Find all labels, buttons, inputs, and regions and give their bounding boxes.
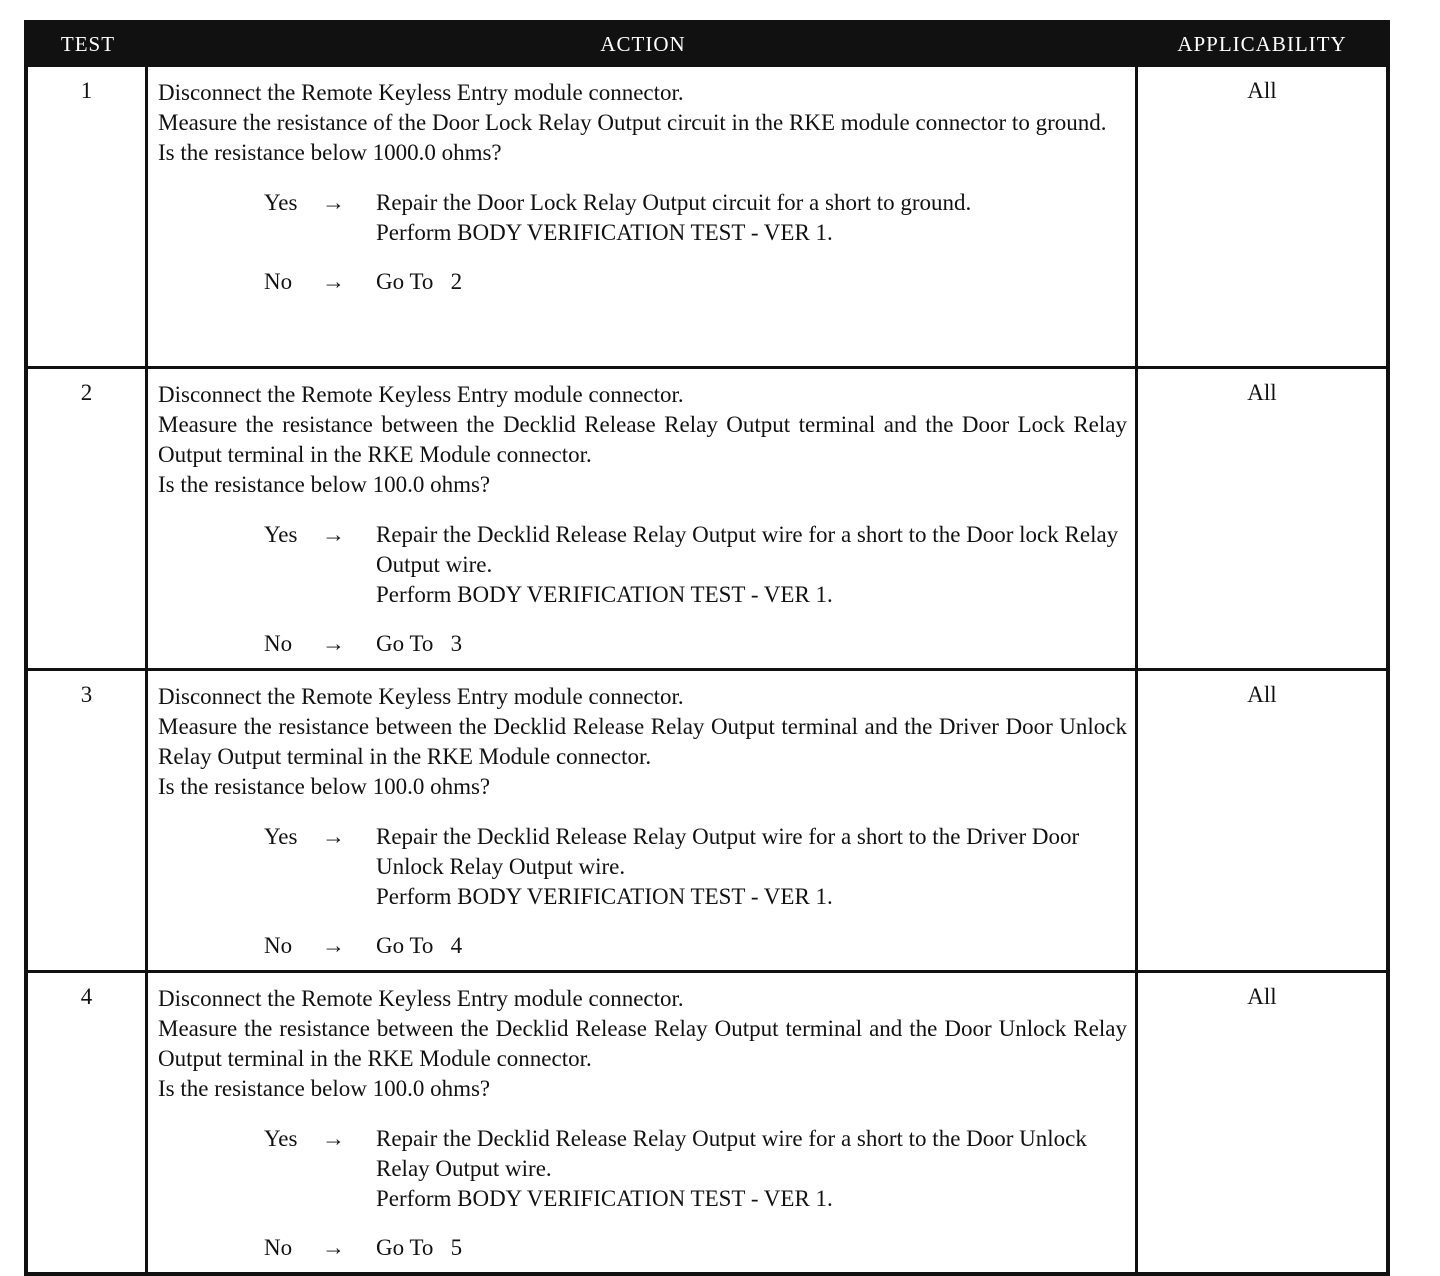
yes-line: Perform BODY VERIFICATION TEST - VER 1. xyxy=(376,884,833,909)
no-label: No xyxy=(264,269,293,294)
no-response: Go To 2 xyxy=(376,269,463,294)
yes-response xyxy=(376,520,1127,610)
action-line: Disconnect the Remote Keyless Entry module connector. xyxy=(158,684,684,709)
no-response: Go To 3 xyxy=(376,631,463,656)
arrow-right-icon: → xyxy=(322,631,345,656)
yes-result xyxy=(158,188,1127,248)
yes-result xyxy=(158,520,1127,610)
arrow-right-icon: → xyxy=(322,190,345,215)
action-line: Is the resistance below 100.0 ohms? xyxy=(158,774,491,799)
action-instructions xyxy=(158,984,1127,1104)
arrow-right-icon: → xyxy=(322,1126,345,1151)
yes-label: Yes xyxy=(264,1126,298,1151)
test-number: 4 xyxy=(28,973,148,1272)
yes-label: Yes xyxy=(264,522,298,547)
yes-line: Repair the Decklid Release Relay Output wire for a short to the Door Unlock Relay Output wire. xyxy=(376,1126,1087,1181)
header-test: TEST xyxy=(60,31,116,56)
yes-line: Repair the Decklid Release Relay Output wire for a short to the Door lock Relay Output wire. xyxy=(376,522,1119,577)
arrow-right-icon: → xyxy=(322,1235,345,1260)
no-result xyxy=(158,629,1127,659)
action-line: Disconnect the Remote Keyless Entry module connector. xyxy=(158,986,684,1011)
no-result xyxy=(158,267,1127,297)
action-line: Measure the resistance of the Door Lock Relay Output circuit in the RKE module connector to ground. xyxy=(158,110,1107,135)
applicability-cell: All xyxy=(1247,78,1277,103)
arrow-right-icon: → xyxy=(322,522,345,547)
action-line: Is the resistance below 1000.0 ohms? xyxy=(158,140,502,165)
action-line: Is the resistance below 100.0 ohms? xyxy=(158,472,491,497)
no-label: No xyxy=(264,933,293,958)
action-line: Measure the resistance between the Decklid Release Relay Output terminal and the Driver Door Unlock Relay Output terminal in the RKE Module connector. xyxy=(158,714,1127,769)
header-action: ACTION xyxy=(600,31,686,56)
yes-line: Repair the Decklid Release Relay Output wire for a short to the Driver Door Unlock Relay Output wire. xyxy=(376,824,1080,879)
table-row xyxy=(28,970,1386,1272)
no-response: Go To 4 xyxy=(376,933,463,958)
action-line: Measure the resistance between the Decklid Release Relay Output terminal and the Door Lock Relay Output terminal in the RKE Module connector. xyxy=(158,412,1127,467)
no-response: Go To 5 xyxy=(376,1235,463,1260)
action-line: Disconnect the Remote Keyless Entry module connector. xyxy=(158,80,684,105)
yes-response xyxy=(376,1124,1127,1214)
no-label: No xyxy=(264,631,293,656)
action-cell xyxy=(148,973,1138,1272)
diagnostic-table xyxy=(24,20,1390,1276)
header-applicability: APPLICABILITY xyxy=(1177,31,1347,56)
yes-line: Perform BODY VERIFICATION TEST - VER 1. xyxy=(376,1186,833,1211)
table-row xyxy=(28,64,1386,366)
action-line: Disconnect the Remote Keyless Entry module connector. xyxy=(158,382,684,407)
applicability-cell: All xyxy=(1247,380,1277,405)
no-label: No xyxy=(264,1235,293,1260)
table-header xyxy=(28,24,1386,64)
no-result xyxy=(158,931,1127,961)
test-number: 1 xyxy=(28,67,148,366)
action-cell xyxy=(148,671,1138,970)
action-cell xyxy=(148,67,1138,366)
yes-label: Yes xyxy=(264,824,298,849)
test-number: 2 xyxy=(28,369,148,668)
action-line: Measure the resistance between the Decklid Release Relay Output terminal and the Door Unlock Relay Output terminal in the RKE Module connector. xyxy=(158,1016,1127,1071)
no-result xyxy=(158,1233,1127,1263)
yes-line: Repair the Door Lock Relay Output circuit for a short to ground. xyxy=(376,190,972,215)
arrow-right-icon: → xyxy=(322,933,345,958)
yes-line: Perform BODY VERIFICATION TEST - VER 1. xyxy=(376,220,833,245)
action-instructions xyxy=(158,380,1127,500)
action-instructions xyxy=(158,682,1127,802)
applicability-cell: All xyxy=(1247,682,1277,707)
action-instructions xyxy=(158,78,1127,168)
yes-line: Perform BODY VERIFICATION TEST - VER 1. xyxy=(376,582,833,607)
action-line: Is the resistance below 100.0 ohms? xyxy=(158,1076,491,1101)
test-number: 3 xyxy=(28,671,148,970)
action-cell xyxy=(148,369,1138,668)
applicability-cell: All xyxy=(1247,984,1277,1009)
yes-result xyxy=(158,822,1127,912)
yes-response xyxy=(376,188,1127,248)
arrow-right-icon: → xyxy=(322,269,345,294)
yes-result xyxy=(158,1124,1127,1214)
table-row xyxy=(28,366,1386,668)
table-row xyxy=(28,668,1386,970)
yes-label: Yes xyxy=(264,190,298,215)
arrow-right-icon: → xyxy=(322,824,345,849)
yes-response xyxy=(376,822,1127,912)
